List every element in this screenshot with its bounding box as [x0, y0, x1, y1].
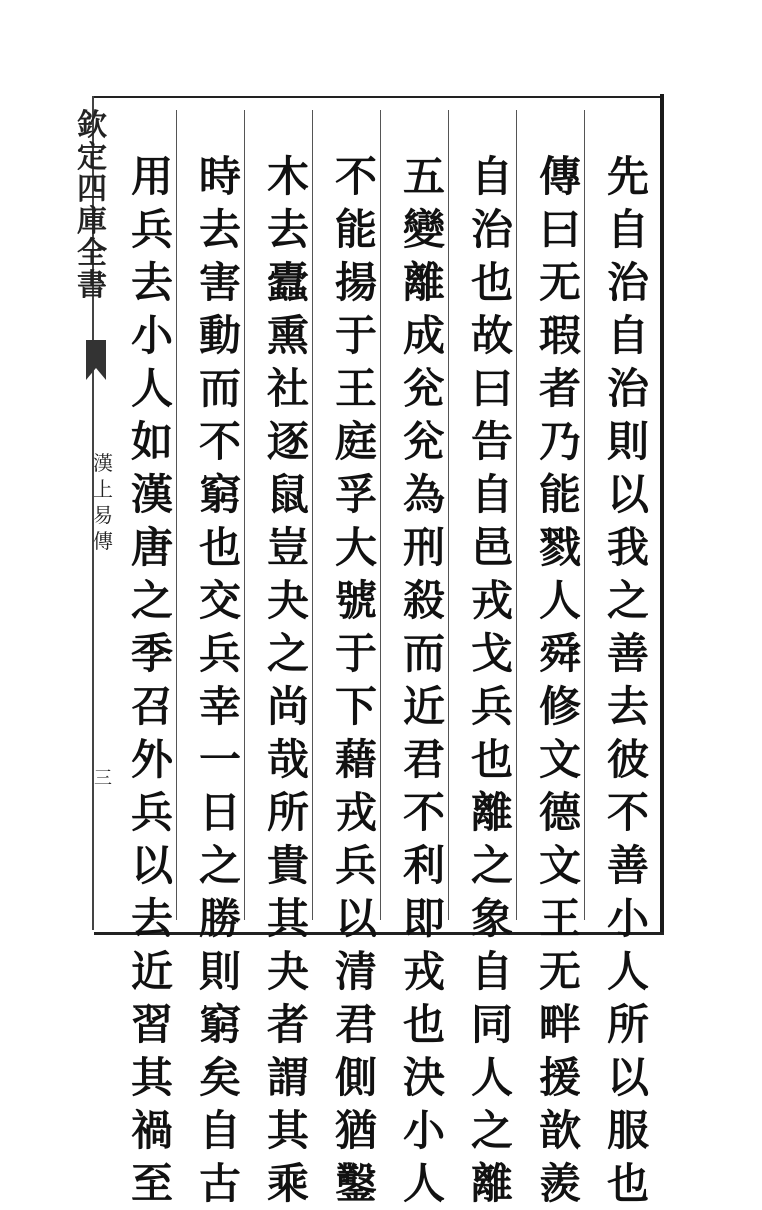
text-char: 也: [402, 1000, 445, 1049]
text-char: 于: [334, 311, 377, 360]
text-char: 木: [266, 152, 309, 201]
text-char: 則: [606, 417, 649, 466]
text-column: [258, 150, 318, 1210]
text-char: 兵: [130, 205, 173, 254]
text-char: 害: [198, 258, 241, 307]
text-char: 兊: [402, 417, 445, 466]
text-char: 去: [606, 682, 649, 731]
margin-title-char: 全: [77, 236, 107, 271]
text-char: 者: [538, 364, 581, 413]
text-char: 善: [606, 629, 649, 678]
text-char: 離: [470, 788, 513, 837]
text-char: 以: [130, 841, 173, 890]
text-char: 夬: [266, 576, 309, 625]
text-char: 人: [538, 576, 581, 625]
text-char: 貴: [266, 841, 309, 890]
text-char: 而: [402, 629, 445, 678]
text-char: 不: [402, 788, 445, 837]
text-char: 舜: [538, 629, 581, 678]
text-char: 召: [130, 682, 173, 731]
text-char: 揚: [334, 258, 377, 307]
text-char: 變: [402, 205, 445, 254]
text-char: 羨: [538, 1159, 581, 1208]
margin-source-char: 傳: [93, 529, 113, 553]
text-column: [190, 150, 250, 1210]
text-char: 傳: [538, 152, 581, 201]
text-char: 无: [538, 258, 581, 307]
text-char: 自: [470, 947, 513, 996]
text-char: 彼: [606, 735, 649, 784]
text-char: 為: [402, 470, 445, 519]
text-char: 勝: [198, 894, 241, 943]
text-char: 之: [266, 629, 309, 678]
text-char: 近: [130, 947, 173, 996]
text-char: 治: [606, 364, 649, 413]
text-char: 者: [266, 1000, 309, 1049]
margin-source-char: 漢: [93, 451, 113, 475]
text-char: 側: [334, 1053, 377, 1102]
text-char: 也: [470, 735, 513, 784]
text-char: 猶: [334, 1106, 377, 1155]
text-char: 援: [538, 1053, 581, 1102]
text-char: 不: [606, 788, 649, 837]
text-char: 古: [198, 1159, 241, 1208]
text-char: 近: [402, 682, 445, 731]
text-char: 藉: [334, 735, 377, 784]
text-char: 人: [130, 364, 173, 413]
text-char: 謂: [266, 1053, 309, 1102]
text-char: 不: [198, 417, 241, 466]
text-char: 先: [606, 152, 649, 201]
text-char: 治: [606, 258, 649, 307]
text-char: 邑: [470, 523, 513, 572]
text-char: 之: [606, 576, 649, 625]
text-char: 鑿: [334, 1159, 377, 1208]
margin-source-char: 上: [93, 477, 113, 501]
text-char: 兵: [198, 629, 241, 678]
text-char: 其: [130, 1053, 173, 1102]
text-char: 自: [606, 205, 649, 254]
text-char: 自: [198, 1106, 241, 1155]
text-char: 自: [470, 152, 513, 201]
text-char: 戎: [470, 576, 513, 625]
text-char: 蠹: [266, 258, 309, 307]
text-char: 利: [402, 841, 445, 890]
page-number: 三: [94, 768, 112, 789]
text-char: 清: [334, 947, 377, 996]
text-char: 也: [470, 258, 513, 307]
text-char: 庭: [334, 417, 377, 466]
text-char: 治: [470, 205, 513, 254]
margin-title-char: 庫: [77, 204, 107, 239]
text-char: 君: [402, 735, 445, 784]
text-char: 大: [334, 523, 377, 572]
margin-title: [72, 110, 112, 302]
text-char: 乘: [266, 1159, 309, 1208]
text-char: 小: [402, 1106, 445, 1155]
text-char: 社: [266, 364, 309, 413]
text-char: 自: [606, 311, 649, 360]
text-char: 成: [402, 311, 445, 360]
text-char: 窮: [198, 1000, 241, 1049]
text-char: 唐: [130, 523, 173, 572]
text-char: 王: [538, 894, 581, 943]
text-char: 人: [606, 947, 649, 996]
text-char: 離: [402, 258, 445, 307]
text-char: 則: [198, 947, 241, 996]
text-char: 瑕: [538, 311, 581, 360]
text-char: 不: [334, 152, 377, 201]
text-char: 王: [334, 364, 377, 413]
text-column: [326, 150, 386, 1210]
text-column: [598, 150, 658, 1210]
text-char: 哉: [266, 735, 309, 784]
text-column: [122, 150, 182, 1210]
text-char: 之: [198, 841, 241, 890]
text-char: 象: [470, 894, 513, 943]
text-char: 能: [538, 470, 581, 519]
text-char: 兵: [334, 841, 377, 890]
text-char: 熏: [266, 311, 309, 360]
text-char: 以: [334, 894, 377, 943]
text-char: 去: [198, 205, 241, 254]
text-char: 以: [606, 470, 649, 519]
text-char: 兊: [402, 364, 445, 413]
text-char: 其: [266, 1106, 309, 1155]
text-char: 即: [402, 894, 445, 943]
text-char: 尚: [266, 682, 309, 731]
text-char: 文: [538, 735, 581, 784]
text-char: 去: [266, 205, 309, 254]
text-char: 一: [198, 735, 241, 784]
text-char: 豈: [266, 523, 309, 572]
text-char: 服: [606, 1106, 649, 1155]
text-char: 同: [470, 1000, 513, 1049]
margin-source: [90, 450, 116, 554]
margin-title-char: 書: [77, 268, 107, 303]
text-char: 漢: [130, 470, 173, 519]
margin-source-char: 易: [93, 503, 113, 527]
text-char: 如: [130, 417, 173, 466]
margin-title-char: 定: [77, 140, 107, 175]
text-char: 也: [198, 523, 241, 572]
text-char: 君: [334, 1000, 377, 1049]
text-char: 能: [334, 205, 377, 254]
text-char: 鼠: [266, 470, 309, 519]
text-column: [394, 150, 454, 1210]
text-char: 季: [130, 629, 173, 678]
text-char: 禍: [130, 1106, 173, 1155]
text-char: 乃: [538, 417, 581, 466]
text-char: 善: [606, 841, 649, 890]
text-char: 其: [266, 894, 309, 943]
text-char: 之: [470, 1106, 513, 1155]
text-char: 戎: [334, 788, 377, 837]
text-char: 時: [198, 152, 241, 201]
text-char: 日: [198, 788, 241, 837]
text-char: 離: [470, 1159, 513, 1208]
text-char: 小: [130, 311, 173, 360]
text-char: 歆: [538, 1106, 581, 1155]
text-char: 之: [130, 576, 173, 625]
text-char: 自: [470, 470, 513, 519]
text-char: 殺: [402, 576, 445, 625]
text-char: 孚: [334, 470, 377, 519]
text-char: 矣: [198, 1053, 241, 1102]
text-char: 戈: [470, 629, 513, 678]
text-char: 畔: [538, 1000, 581, 1049]
text-char: 戎: [402, 947, 445, 996]
text-char: 去: [130, 258, 173, 307]
text-char: 所: [266, 788, 309, 837]
text-char: 號: [334, 576, 377, 625]
text-char: 窮: [198, 470, 241, 519]
text-char: 我: [606, 523, 649, 572]
text-char: 至: [130, 1159, 173, 1208]
text-char: 文: [538, 841, 581, 890]
text-char: 所: [606, 1000, 649, 1049]
text-char: 也: [606, 1159, 649, 1208]
text-char: 去: [130, 894, 173, 943]
text-char: 兵: [130, 788, 173, 837]
text-char: 逐: [266, 417, 309, 466]
text-char: 交: [198, 576, 241, 625]
text-char: 戮: [538, 523, 581, 572]
text-char: 小: [606, 894, 649, 943]
text-char: 德: [538, 788, 581, 837]
text-char: 人: [470, 1053, 513, 1102]
text-char: 而: [198, 364, 241, 413]
text-char: 外: [130, 735, 173, 784]
text-char: 故: [470, 311, 513, 360]
text-char: 動: [198, 311, 241, 360]
text-column: [530, 150, 590, 1210]
text-char: 以: [606, 1053, 649, 1102]
frame-right-border: [660, 94, 664, 932]
text-char: 用: [130, 152, 173, 201]
text-char: 五: [402, 152, 445, 201]
text-char: 之: [470, 841, 513, 890]
text-column: [462, 150, 522, 1210]
text-char: 无: [538, 947, 581, 996]
text-char: 于: [334, 629, 377, 678]
text-char: 人: [402, 1159, 445, 1208]
text-char: 兵: [470, 682, 513, 731]
text-char: 刑: [402, 523, 445, 572]
text-char: 夬: [266, 947, 309, 996]
text-char: 幸: [198, 682, 241, 731]
text-char: 修: [538, 682, 581, 731]
text-char: 下: [334, 682, 377, 731]
text-char: 曰: [538, 205, 581, 254]
margin-title-char: 四: [77, 172, 107, 207]
text-char: 告: [470, 417, 513, 466]
margin-title-char: 欽: [77, 108, 107, 143]
text-char: 決: [402, 1053, 445, 1102]
text-char: 習: [130, 1000, 173, 1049]
text-char: 曰: [470, 364, 513, 413]
